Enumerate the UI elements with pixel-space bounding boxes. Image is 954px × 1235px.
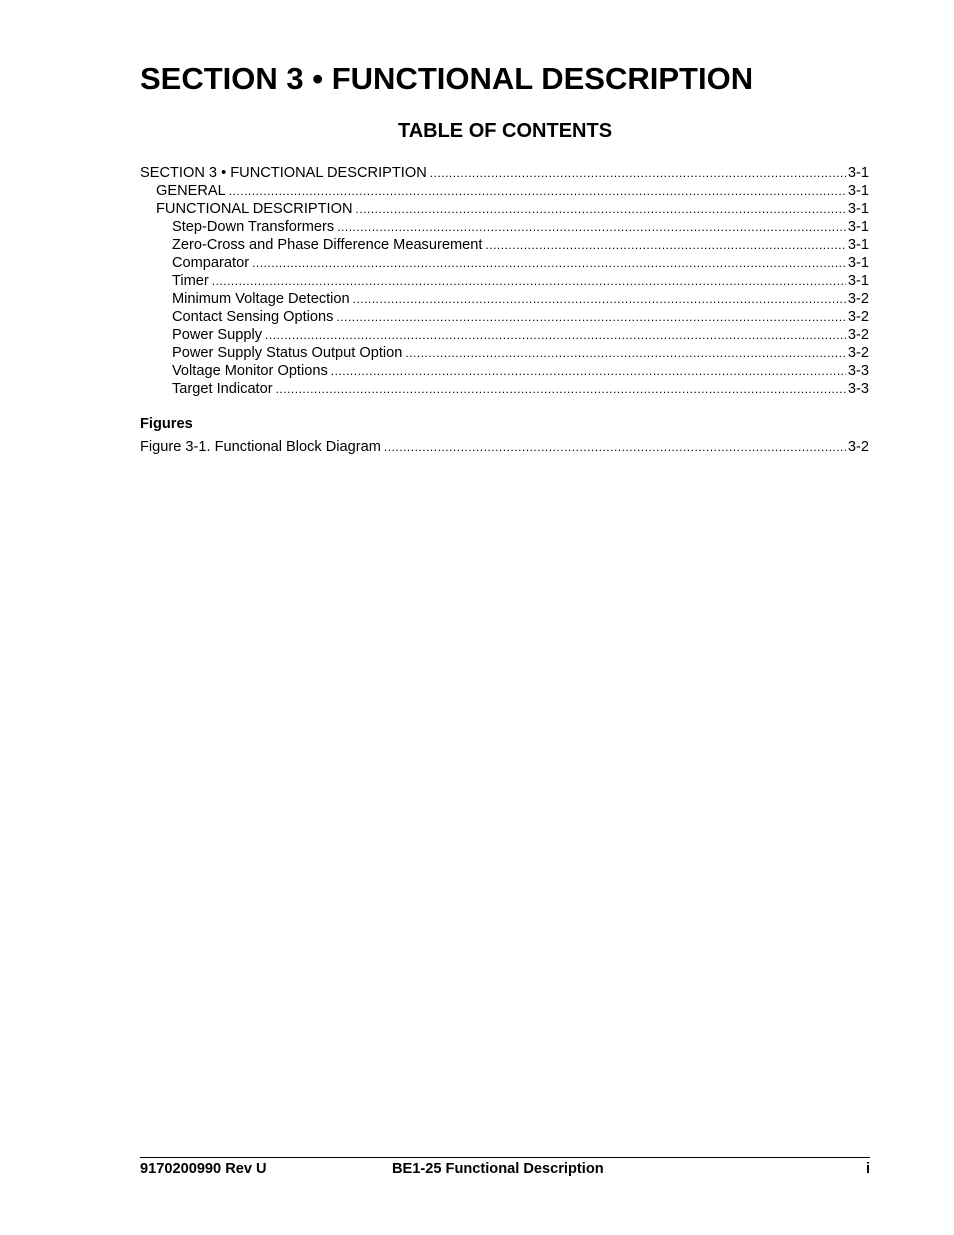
toc-entry[interactable]: [140, 182, 869, 200]
leader-dots: [212, 272, 846, 290]
toc-entry-page: 3-2: [847, 327, 869, 343]
leader-dots: [430, 164, 846, 182]
toc-entry-title: Step-Down Transformers: [172, 219, 335, 235]
toc-entry-page: 3-1: [847, 165, 869, 181]
toc-entry-page: 3-3: [847, 381, 869, 397]
leader-dots: [265, 326, 846, 344]
toc-entry-page: 3-2: [847, 291, 869, 307]
toc-entry-title: Power Supply Status Output Option: [172, 345, 403, 361]
toc-entry[interactable]: [140, 344, 869, 362]
toc-entry[interactable]: [140, 308, 869, 326]
leader-dots: [337, 218, 846, 236]
toc-entry[interactable]: [140, 272, 869, 290]
toc-entry-page: 3-2: [847, 345, 869, 361]
figure-entry[interactable]: [140, 438, 869, 456]
footer-page-number: i: [865, 1161, 870, 1177]
page-footer: [140, 1160, 870, 1178]
figure-entry-page: 3-2: [847, 439, 869, 455]
toc-entry-title: Minimum Voltage Detection: [172, 291, 350, 307]
toc-entry-page: 3-2: [847, 309, 869, 325]
toc-entry-title: Timer: [172, 273, 209, 289]
leader-dots: [252, 254, 846, 272]
toc-entry-page: 3-3: [847, 363, 869, 379]
toc-entry-title: Contact Sensing Options: [172, 309, 334, 325]
section-title: SECTION 3 • FUNCTIONAL DESCRIPTION: [140, 61, 754, 96]
leader-dots: [276, 380, 846, 398]
toc-title: TABLE OF CONTENTS: [397, 120, 613, 142]
toc-entry[interactable]: [140, 254, 869, 272]
toc-entry-title: SECTION 3 • FUNCTIONAL DESCRIPTION: [140, 165, 427, 181]
footer-doc-title: BE1-25 Functional Description: [392, 1161, 604, 1177]
leader-dots: [356, 200, 846, 218]
toc-entry[interactable]: [140, 164, 869, 182]
footer-doc-number: 9170200990 Rev U: [140, 1161, 267, 1177]
toc-entry-title: Zero-Cross and Phase Difference Measurement: [172, 237, 483, 253]
toc-entry-title: Voltage Monitor Options: [172, 363, 328, 379]
toc-entry-page: 3-1: [847, 183, 869, 199]
toc-entry-title: GENERAL: [156, 183, 226, 199]
table-of-contents: [140, 164, 869, 398]
toc-entry-title: Target Indicator: [172, 381, 273, 397]
toc-entry-page: 3-1: [847, 237, 869, 253]
toc-entry-page: 3-1: [847, 273, 869, 289]
toc-entry-title: Power Supply: [172, 327, 263, 343]
toc-entry-title: FUNCTIONAL DESCRIPTION: [156, 201, 353, 217]
leader-dots: [336, 308, 845, 326]
footer-divider: [140, 1157, 870, 1158]
toc-entry-page: 3-1: [847, 255, 869, 271]
figure-entry-title: Figure 3-1. Functional Block Diagram: [140, 439, 381, 455]
toc-entry[interactable]: [140, 380, 869, 398]
leader-dots: [485, 236, 846, 254]
leader-dots: [229, 182, 846, 200]
toc-entry-page: 3-1: [847, 201, 869, 217]
toc-entry-title: Comparator: [172, 255, 250, 271]
leader-dots: [353, 290, 846, 308]
toc-entry[interactable]: [140, 200, 869, 218]
toc-entry[interactable]: [140, 290, 869, 308]
toc-entry[interactable]: [140, 326, 869, 344]
leader-dots: [331, 362, 846, 380]
figures-heading: Figures: [140, 416, 193, 432]
toc-entry[interactable]: [140, 218, 869, 236]
toc-entry[interactable]: [140, 362, 869, 380]
leader-dots: [384, 438, 846, 456]
figures-list: [140, 438, 869, 456]
toc-entry[interactable]: [140, 236, 869, 254]
leader-dots: [405, 344, 846, 362]
toc-entry-page: 3-1: [847, 219, 869, 235]
